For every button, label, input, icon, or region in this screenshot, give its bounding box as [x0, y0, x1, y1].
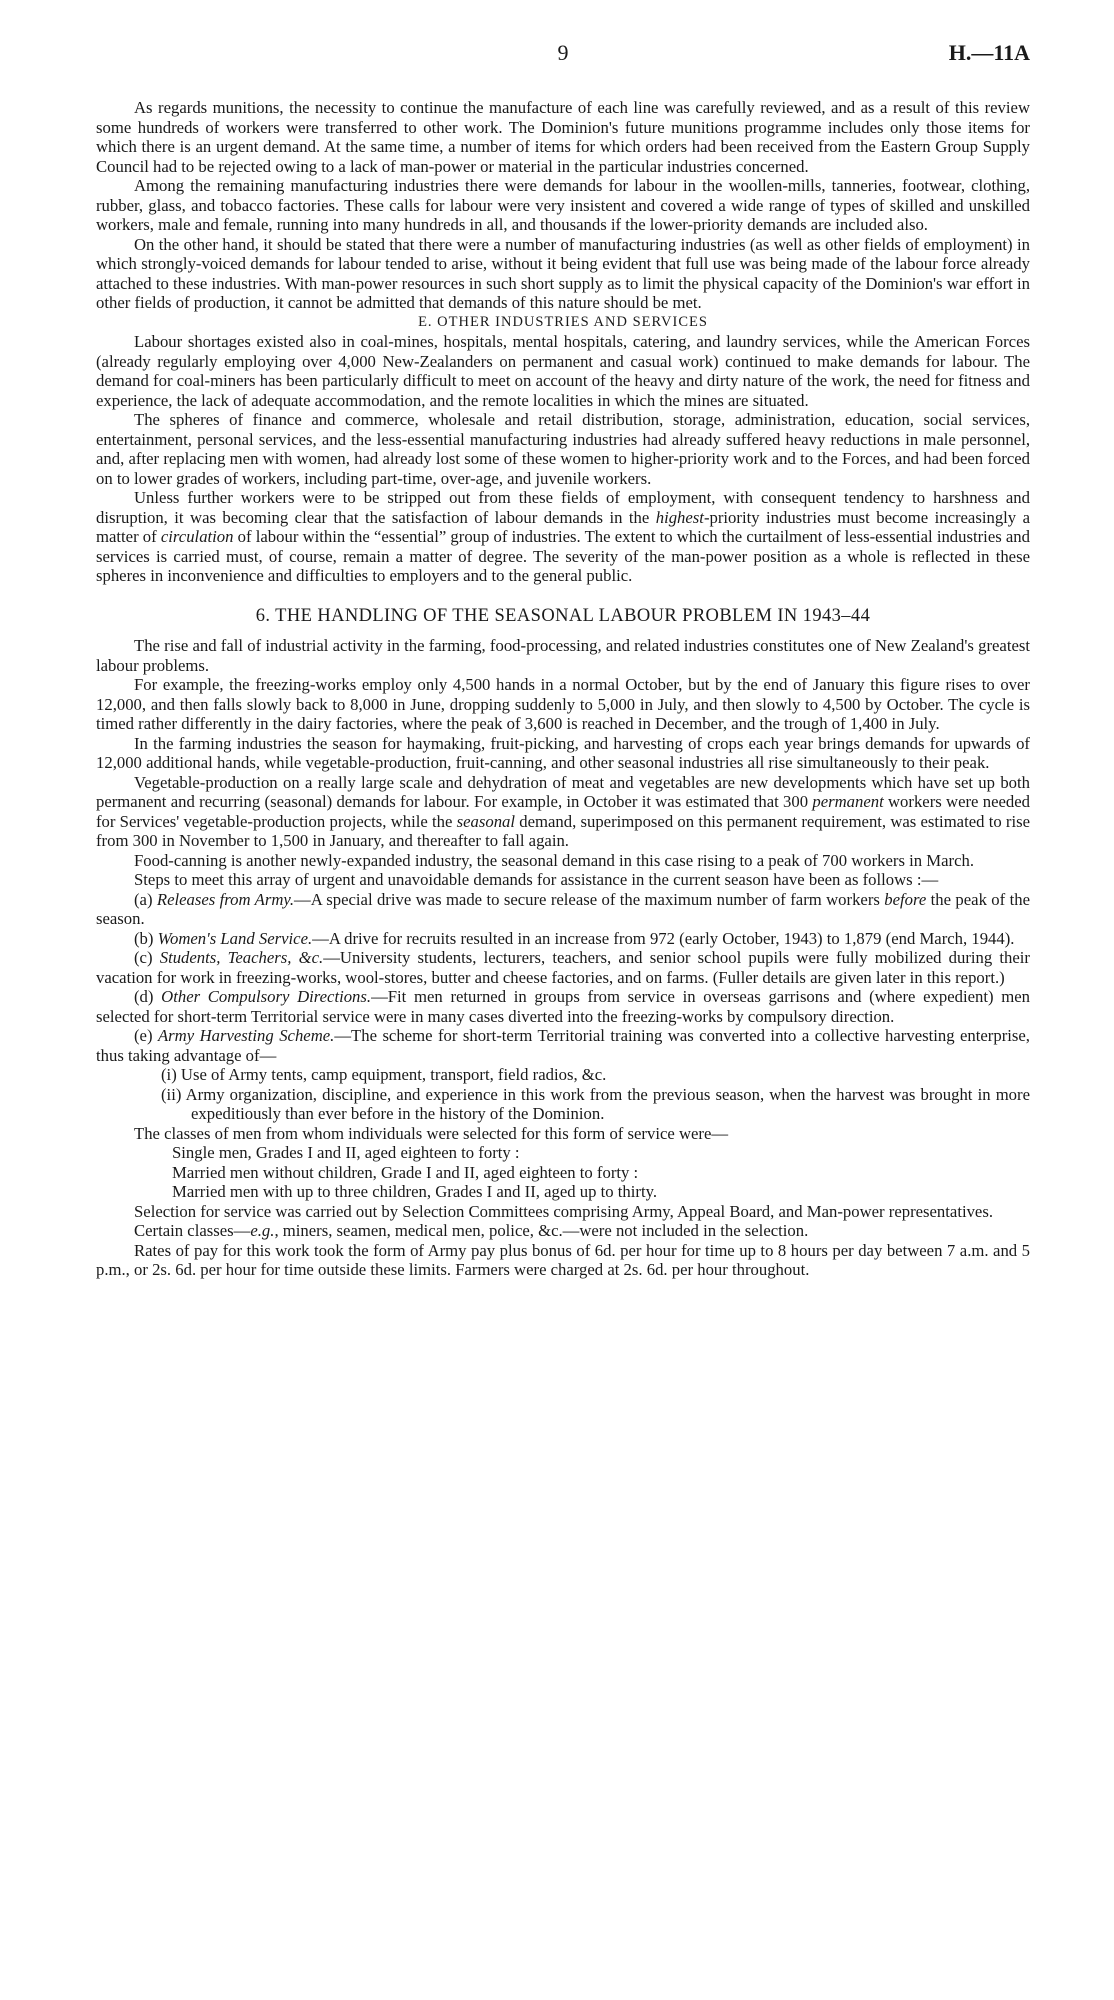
text-run: —The scheme for short-term Territorial training was converted into a collective harvesting enterprise, thus taking advantage of—	[96, 1026, 1030, 1065]
text-run: —Fit men returned in groups from service in overseas garrisons and (where expedient) men selected for short-term Territorial service were in many cases diverted into the freezing-works by compulsory direction.	[96, 987, 1030, 1026]
page-number: 9	[557, 40, 569, 65]
paragraph	[96, 1221, 1030, 1241]
list-item	[96, 1026, 1030, 1065]
document-page	[96, 40, 1030, 1280]
emphasis: seasonal	[456, 811, 516, 831]
paragraph	[96, 488, 1030, 586]
sub-list-item: (i) Use of Army tents, camp equipment, transport, field radios, &c.	[161, 1065, 607, 1084]
item-title: Army Harvesting Scheme.	[157, 1026, 335, 1045]
text-run: workers were needed for Services' vegetable-production projects, while the	[96, 792, 1030, 831]
list-item	[96, 929, 1030, 949]
text-run: —A special drive was made to secure release of the maximum number of farm workers	[294, 889, 885, 909]
page-header	[96, 40, 1030, 76]
text-run: the peak of the season.	[96, 889, 1030, 928]
class-line: Married men with up to three children, Grades I and II, aged up to thirty.	[172, 1182, 658, 1201]
emphasis: permanent	[812, 792, 884, 811]
paragraph: As regards munitions, the necessity to continue the manufacture of each line was carefully reviewed, and as a result of this review some hundreds of workers were transferred to other work. The Dominion's future munitions programme includes only those items for which there is an urgent demand. At the same time, a number of items for which orders had been received from the Eastern Group Supply Council had to be rejected owing to a lack of man-power or material in the particular industries concerned.	[96, 98, 1030, 176]
list-item	[96, 948, 1030, 987]
section-subheading: E. OTHER INDUSTRIES AND SERVICES	[418, 313, 708, 330]
paragraph: Rates of pay for this work took the form of Army pay plus bonus of 6d. per hour for time up to 8 hours per day between 7 a.m. and 5 p.m., or 2s. 6d. per hour for time outside these limits. Farmers were charged at 2s. 6d. per hour throughout.	[96, 1240, 1030, 1279]
emphasis: e.g.	[250, 1221, 275, 1240]
text-run: of labour within the “essential” group of industries. The extent to which the curtailment of less-essential industries and services is carried must, of course, remain a matter of degree. The severity of the man-power position as a whole is reflected in these spheres in inconvenience and difficulties to employers and to the general public.	[96, 527, 1030, 585]
emphasis: before	[884, 889, 927, 909]
item-label: (e)	[134, 1026, 158, 1045]
emphasis: highest	[655, 507, 704, 527]
paragraph: The classes of men from whom individuals were selected for this form of service were—	[134, 1123, 729, 1143]
item-label: (c)	[134, 948, 160, 967]
paragraph: Steps to meet this array of urgent and unavoidable demands for assistance in the current season have been as follows :—	[134, 870, 939, 889]
class-line: Married men without children, Grade I and II, aged eighteen to forty :	[172, 1162, 639, 1182]
paragraph: Labour shortages existed also in coal-mines, hospitals, mental hospitals, catering, and laundry services, while the American Forces (already regularly employing over 4,000 New-Zealanders on permanent and casual work) continued to make demands for labour. The demand for coal-miners has been particularly difficult to meet on account of the heavy and dirty nature of the work, the need for fitness and experience, the lack of adequate accommodation, and the remote localities in which the mines are situated.	[96, 332, 1030, 410]
section-heading: 6. THE HANDLING OF THE SEASONAL LABOUR PROBLEM IN 1943–44	[255, 605, 871, 626]
text-run: Vegetable-production on a really large scale and dehydration of meat and vegetables are new developments which have set up both permanent and recurring (seasonal) demands for labour. For example, in October it was estimated that 300	[96, 772, 1030, 811]
document-body	[96, 98, 1030, 1280]
paragraph: Among the remaining manufacturing industries there were demands for labour in the woollen-mills, tanneries, footwear, clothing, rubber, glass, and tobacco factories. These calls for labour were very insistent and covered a wide range of types of skilled and unskilled workers, male and female, running into many hundreds in all, and thousands if the lower-priority demands are included also.	[96, 176, 1030, 234]
item-title: Students, Teachers, &c.	[159, 948, 324, 967]
sub-list-item: (ii) Army organization, discipline, and experience in this work from the previous season, when the harvest was brought in more expeditiously than ever before in the history of the Dominion.	[161, 1084, 1030, 1123]
text-run: —University students, lecturers, teachers, and senior school pupils were fully mobilized during their vacation for work in freezing-works, wool-stores, butter and cheese factories, and on farms. (Fuller details are given later in this report.)	[96, 948, 1030, 987]
emphasis: circulation	[160, 527, 234, 546]
class-line: Single men, Grades I and II, aged eighteen to forty :	[172, 1143, 520, 1162]
text-run: Unless further workers were to be stripped out from these fields of employment, with consequent tendency to harshness and disruption, it was becoming clear that the satisfaction of labour demands in the	[96, 488, 1030, 527]
text-run: -priority industries must become increasingly a matter of	[96, 507, 1030, 546]
item-title: Releases from Army.	[156, 889, 295, 909]
paragraph: The rise and fall of industrial activity in the farming, food-processing, and related industries constitutes one of New Zealand's greatest labour problems.	[96, 636, 1030, 675]
paragraph: For example, the freezing-works employ only 4,500 hands in a normal October, but by the end of January this figure rises to over 12,000, and then falls slowly back to 8,000 in June, dropping suddenly to 5,000 in July, and then slowly to 4,500 by October. The cycle is timed rather differently in the dairy factories, where the peak of 3,600 is reached in December, and the trough of 1,400 in July.	[96, 675, 1030, 733]
text-run: demand, superimposed on this permanent requirement, was estimated to rise from 300 in November to 1,500 in January, and thereafter to fall again.	[96, 811, 1030, 850]
paragraph: On the other hand, it should be stated that there were a number of manufacturing industries (as well as other fields of employment) in which strongly-voiced demands for labour tended to arise, without it being evident that full use was being made of the labour force already attached to these industries. With man-power resources in such short supply as to limit the physical capacity of the Dominion's war effort in other fields of production, it cannot be admitted that demands of this nature should be met.	[96, 234, 1030, 312]
list-item	[96, 890, 1030, 929]
list-item	[96, 987, 1030, 1026]
text-run: , miners, seamen, medical men, police, &c.—were not included in the selection.	[274, 1221, 809, 1240]
item-label: (a)	[134, 889, 157, 909]
item-title: Women's Land Service.	[157, 928, 313, 948]
text-run: —A drive for recruits resulted in an increase from 972 (early October, 1943) to 1,879 (end March, 1944).	[312, 928, 1015, 948]
paragraph	[96, 773, 1030, 851]
paragraph: The spheres of finance and commerce, wholesale and retail distribution, storage, administration, education, social services, entertainment, personal services, and the less-essential manufacturing industries had already suffered heavy reductions in male personnel, and, after replacing men with women, had already lost some of these women to higher-priority work and to the Forces, and had been forced on to lower grades of workers, including part-time, over-age, and juvenile workers.	[96, 410, 1030, 488]
paragraph: In the farming industries the season for haymaking, fruit-picking, and harvesting of crops each year brings demands for upwards of 12,000 additional hands, while vegetable-production, fruit-canning, and other seasonal industries all rise simultaneously to their peak.	[96, 733, 1030, 772]
item-label: (b)	[134, 928, 158, 948]
item-label: (d)	[134, 987, 162, 1006]
text-run: Certain classes—	[134, 1221, 251, 1240]
paragraph: Food-canning is another newly-expanded industry, the seasonal demand in this case rising to a peak of 700 workers in March.	[134, 850, 975, 870]
item-title: Other Compulsory Directions.	[161, 987, 372, 1006]
document-reference: H.—11A	[948, 40, 1030, 65]
paragraph: Selection for service was carried out by Selection Committees comprising Army, Appeal Board, and Man-power representatives.	[134, 1201, 994, 1221]
